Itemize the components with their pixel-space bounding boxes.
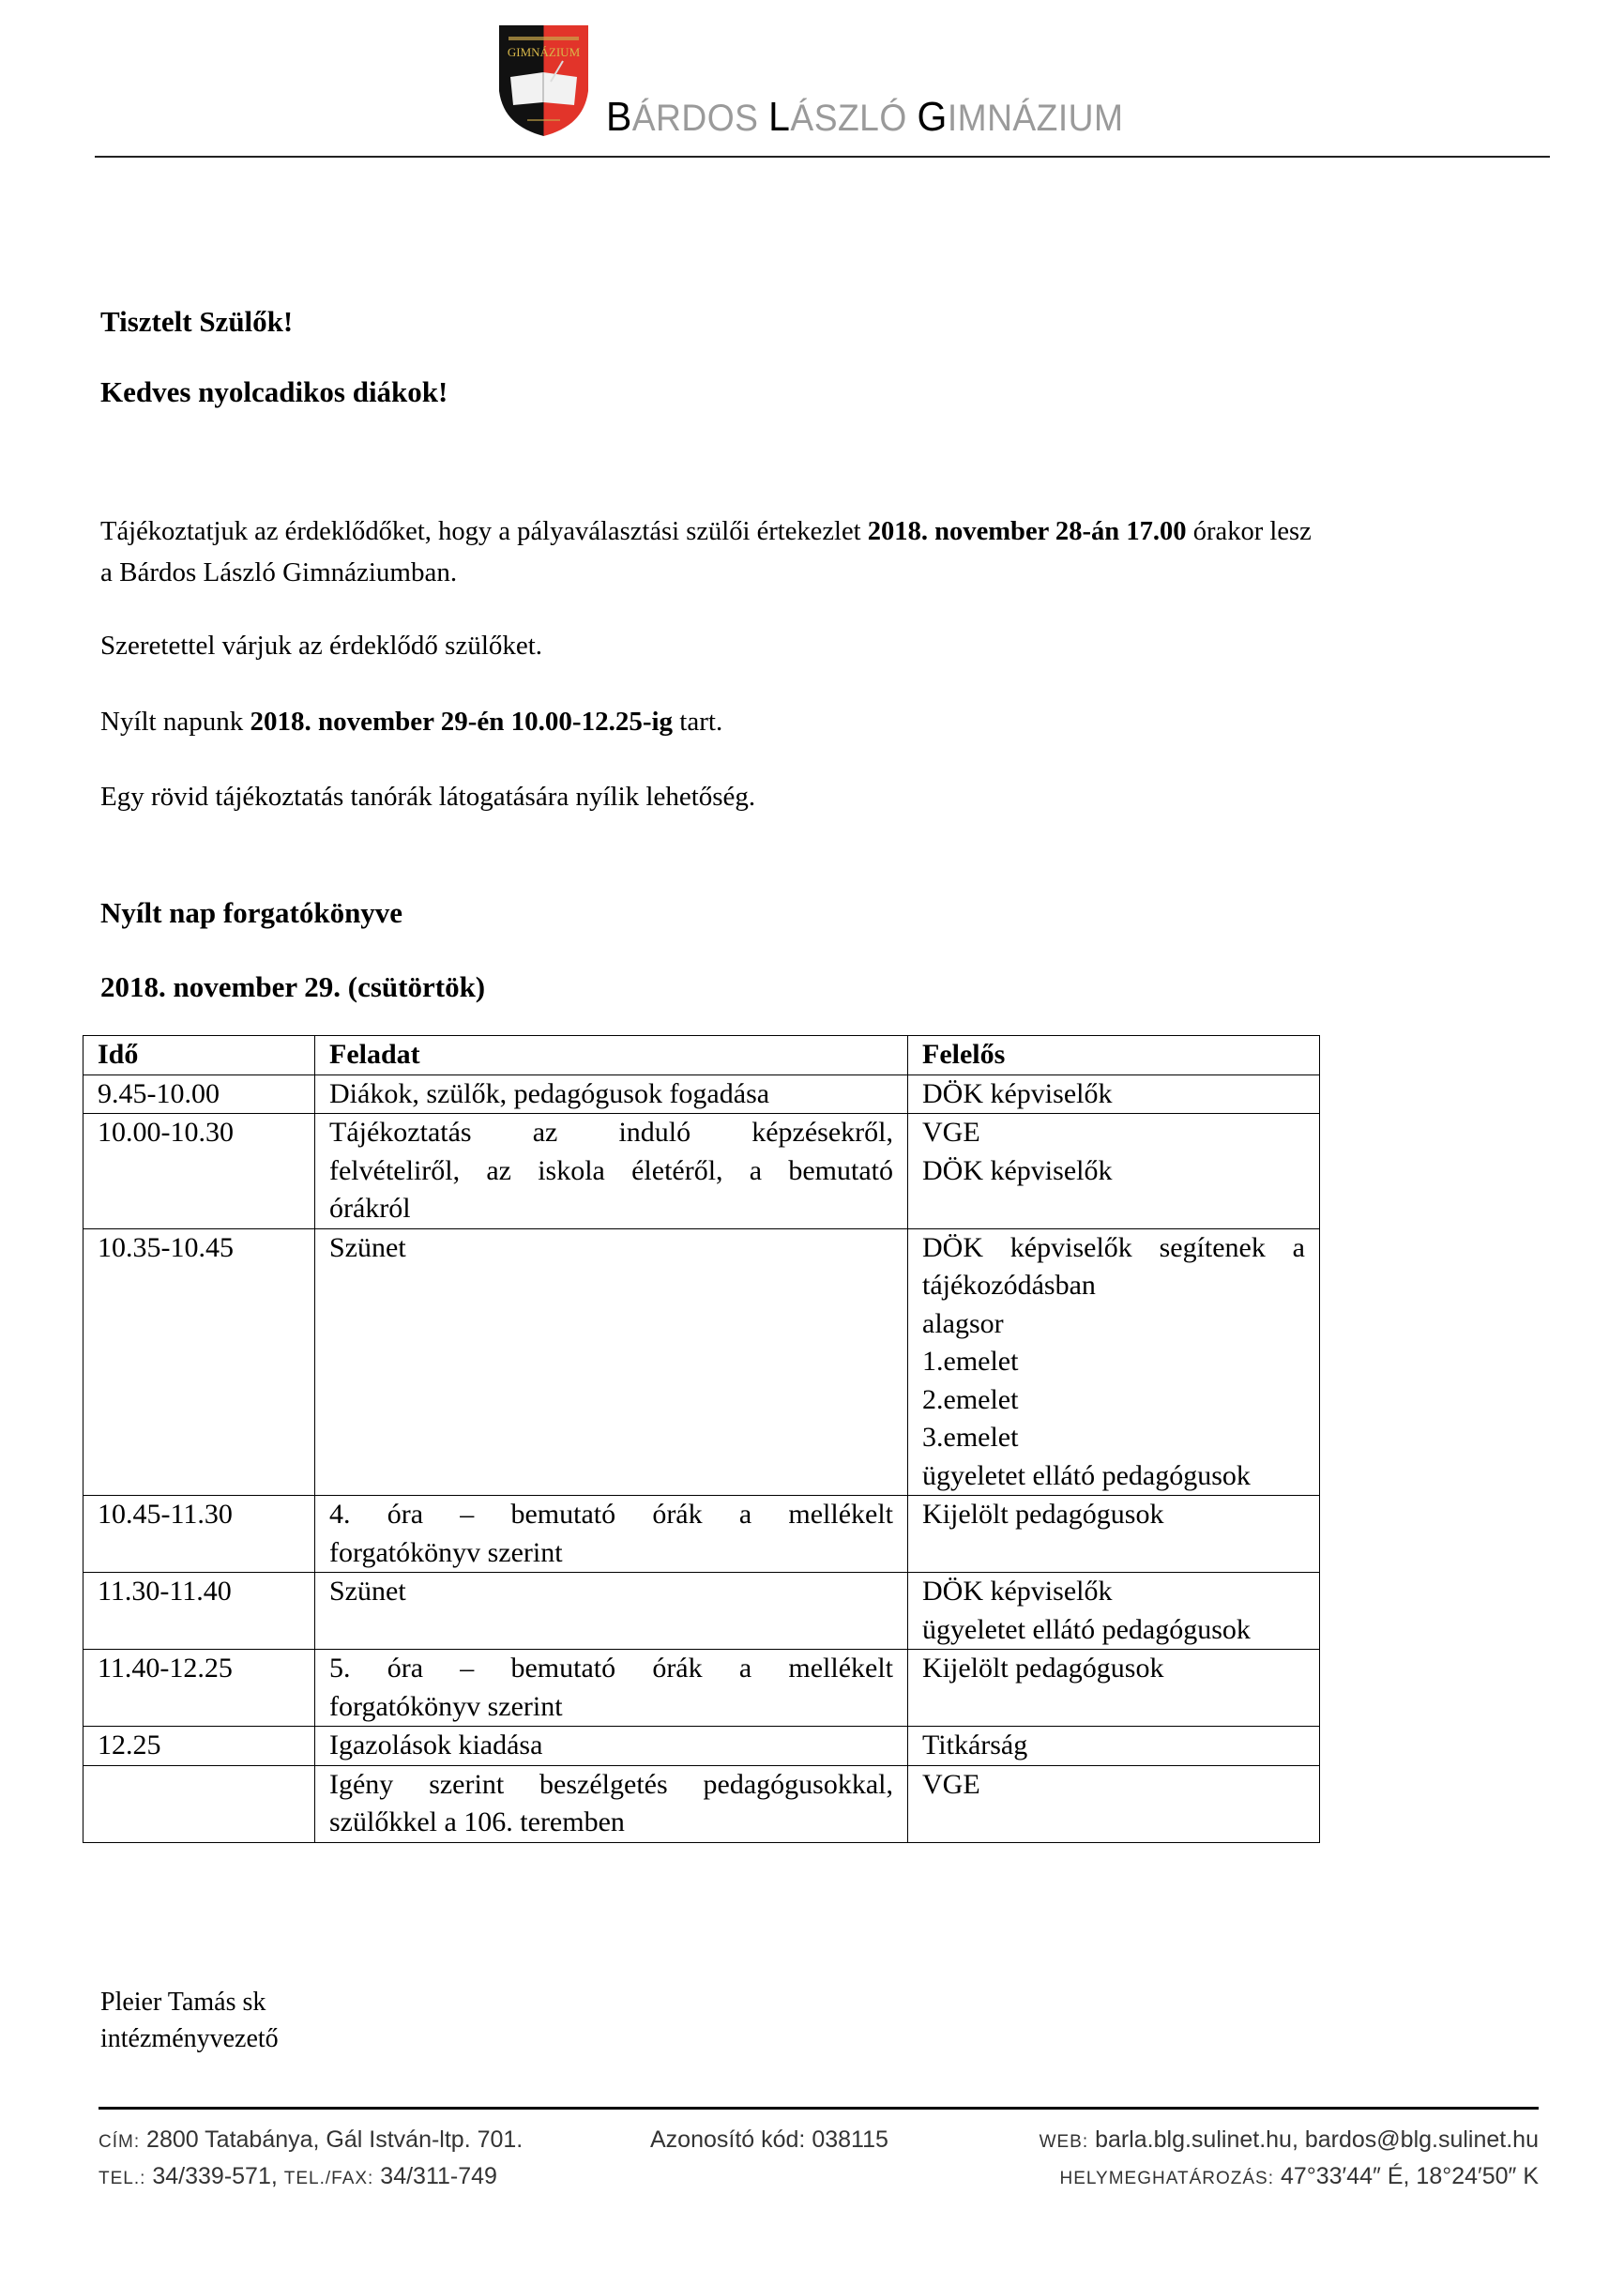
cell-time: 10.45-11.30 — [83, 1496, 315, 1573]
task-line: Tájékoztatás az induló képzésekről, — [329, 1117, 893, 1148]
cell-task — [315, 1074, 908, 1114]
footer-web: WEB: barla.blg.sulinet.hu, bardos@blg.sulinet.hu — [1039, 2126, 1539, 2153]
cell-responsible — [908, 1650, 1320, 1727]
footer-address: CÍM: 2800 Tatabánya, Gál István-ltp. 701. — [99, 2126, 524, 2153]
task-line: forgatókönyv szerint — [329, 1690, 563, 1722]
table-row — [83, 1074, 1320, 1114]
column-header-time: Idő — [83, 1036, 315, 1075]
cell-time — [83, 1765, 315, 1842]
responsible-line: ügyeletet ellátó pedagógusok — [922, 1613, 1251, 1645]
task-line: forgatókönyv szerint — [329, 1536, 563, 1568]
table-row — [83, 1114, 1320, 1229]
responsible-line: Titkárság — [922, 1730, 1028, 1760]
cell-task — [315, 1727, 908, 1766]
schedule-table — [83, 1035, 1320, 1843]
responsible-line: Kijelölt pedagógusok — [922, 1499, 1164, 1530]
cell-task — [315, 1765, 908, 1842]
footer-institution-id: Azonosító kód: 038115 — [650, 2126, 888, 2153]
logo-lettering: GIMNÁZIUM — [507, 45, 581, 59]
intro-paragraph-4: Egy rövid tájékoztatás tanórák látogatására nyílik lehetőség. — [100, 782, 756, 812]
task-line: Igazolások kiadása — [329, 1730, 543, 1760]
task-line: Szünet — [329, 1231, 406, 1263]
intro-paragraph-1: Tájékoztatjuk az érdeklődőket, hogy a pályaválasztási szülői értekezlet 2018. november 28-án 17.00 órakor lesz — [100, 516, 1312, 546]
cell-responsible — [908, 1114, 1320, 1229]
table-row — [83, 1496, 1320, 1573]
responsible-line: tájékozódásban — [922, 1270, 1096, 1301]
cell-time: 10.35-10.45 — [83, 1228, 315, 1496]
intro-paragraph-1-line-2: a Bárdos László Gimnáziumban. — [100, 557, 458, 587]
cell-time: 10.00-10.30 — [83, 1114, 315, 1229]
cell-task — [315, 1650, 908, 1727]
footer-geolocation: HELYMEGHATÁROZÁS: 47°33′44″ É, 18°24′50″ K — [1059, 2163, 1539, 2189]
responsible-line: VGE — [922, 1768, 980, 1800]
signatory-role: intézményvezető — [100, 2024, 279, 2053]
cell-responsible — [908, 1765, 1320, 1842]
table-row — [83, 1727, 1320, 1766]
signatory-name: Pleier Tamás sk — [100, 1988, 266, 2017]
responsible-line: DÖK képviselők — [922, 1077, 1113, 1109]
table-row — [83, 1573, 1320, 1650]
school-name-wordmark: BÁRDOS LÁSZLÓ GIMNÁZIUM — [606, 94, 1124, 140]
school-crest-logo — [499, 25, 588, 136]
cell-task — [315, 1496, 908, 1573]
cell-time: 11.40-12.25 — [83, 1650, 315, 1727]
responsible-line: VGE — [922, 1117, 980, 1148]
intro-paragraph-3: Nyílt napunk 2018. november 29-én 10.00-12.25-ig tart. — [100, 707, 723, 737]
cell-time: 11.30-11.40 — [83, 1573, 315, 1650]
responsible-line: DÖK képviselők — [922, 1154, 1113, 1186]
column-header-task: Feladat — [315, 1036, 908, 1075]
responsible-line: DÖK képviselők segítenek a — [922, 1231, 1305, 1263]
responsible-line: DÖK képviselők — [922, 1576, 1113, 1607]
cell-task — [315, 1573, 908, 1650]
responsible-line: 2.emelet — [922, 1383, 1019, 1415]
task-line: órákról — [329, 1193, 411, 1224]
task-line: Szünet — [329, 1576, 406, 1607]
task-line: felvételiről, az iskola életéről, a bemutató — [329, 1154, 893, 1186]
cell-time: 12.25 — [83, 1727, 315, 1766]
schedule-title: Nyílt nap forgatókönyve — [100, 896, 403, 929]
cell-task — [315, 1228, 908, 1496]
cell-responsible — [908, 1228, 1320, 1496]
task-line: Igény szerint beszélgetés pedagógusokkal, — [329, 1768, 893, 1800]
cell-time: 9.45-10.00 — [83, 1074, 315, 1114]
cell-responsible — [908, 1496, 1320, 1573]
column-header-responsible: Felelős — [908, 1036, 1320, 1075]
task-line: 5. óra – bemutató órák a mellékelt — [329, 1653, 893, 1684]
greeting-students: Kedves nyolcadikos diákok! — [100, 375, 448, 408]
cell-responsible — [908, 1573, 1320, 1650]
schedule-date: 2018. november 29. (csütörtök) — [100, 970, 486, 1003]
table-row — [83, 1228, 1320, 1496]
cell-responsible — [908, 1074, 1320, 1114]
responsible-line: 1.emelet — [922, 1346, 1019, 1377]
task-line: 4. óra – bemutató órák a mellékelt — [329, 1499, 893, 1530]
cell-task — [315, 1114, 908, 1229]
table-row — [83, 1765, 1320, 1842]
footer-divider — [99, 2107, 1539, 2110]
intro-paragraph-2: Szeretettel várjuk az érdeklődő szülőket. — [100, 631, 543, 661]
table-row — [83, 1650, 1320, 1727]
table-header-row — [83, 1036, 1320, 1075]
responsible-line: alagsor — [922, 1307, 1004, 1339]
responsible-line: 3.emelet — [922, 1422, 1019, 1453]
greeting-parents: Tisztelt Szülők! — [100, 305, 294, 338]
footer-phone: TEL.: 34/339-571, TEL./FAX: 34/311-749 — [99, 2163, 497, 2189]
responsible-line: ügyeletet ellátó pedagógusok — [922, 1459, 1251, 1491]
header-divider — [95, 156, 1550, 158]
task-line: Diákok, szülők, pedagógusok fogadása — [329, 1077, 770, 1109]
cell-responsible — [908, 1727, 1320, 1766]
task-line: szülőkkel a 106. teremben — [329, 1806, 625, 1837]
responsible-line: Kijelölt pedagógusok — [922, 1653, 1164, 1684]
